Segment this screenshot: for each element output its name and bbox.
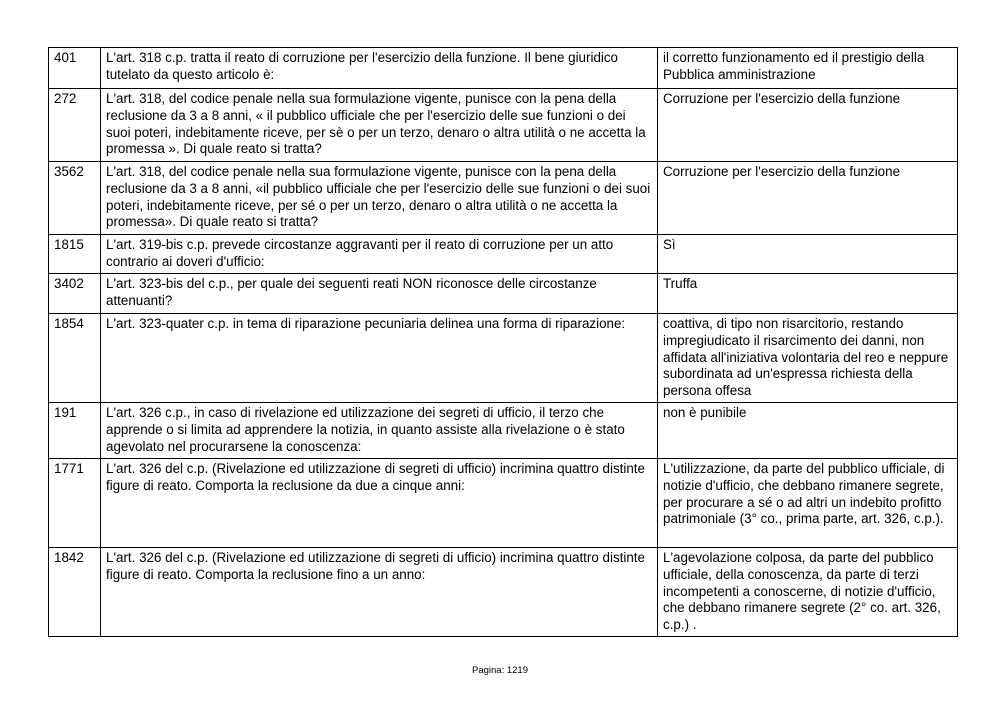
question-text: L'art. 318 c.p. tratta il reato di corruzione per l'esercizio della funzione. Il bene giuridico tutelato da questo articolo è: — [101, 48, 658, 89]
question-id: 401 — [49, 48, 101, 89]
questions-table — [48, 47, 958, 637]
table-row — [49, 548, 958, 637]
question-id: 3562 — [49, 162, 101, 235]
table-row — [49, 314, 958, 403]
question-text: L'art. 326 del c.p. (Rivelazione ed utilizzazione di segreti di ufficio) incrimina quattro distinte figure di reato. Comporta la reclusione fino a un anno: — [101, 548, 658, 637]
table-row — [49, 89, 958, 162]
question-id: 1854 — [49, 314, 101, 403]
answer-text: coattiva, di tipo non risarcitorio, restando impregiudicato il risarcimento dei danni, non affidata all'iniziativa volontaria del reo e neppure subordinata ad un'espressa richiesta della persona offesa — [658, 314, 958, 403]
question-text: L'art. 318, del codice penale nella sua formulazione vigente, punisce con la pena della reclusione da 3 a 8 anni, « il pubblico ufficiale che per l'esercizio delle sue funzioni o dei suoi poteri, indebitamente riceve, per sè o per un terzo, denaro o altra utilità o ne accetta la promessa ». Di quale reato si tratta? — [101, 89, 658, 162]
question-text: L'art. 326 del c.p. (Rivelazione ed utilizzazione di segreti di ufficio) incrimina quattro distinte figure di reato. Comporta la reclusione da due a cinque anni: — [101, 459, 658, 548]
question-id: 272 — [49, 89, 101, 162]
table-row — [49, 403, 958, 459]
page-number: Pagina: 1219 — [472, 665, 528, 676]
answer-text: non è punibile — [658, 403, 958, 459]
answer-text: il corretto funzionamento ed il prestigio della Pubblica amministrazione — [658, 48, 958, 89]
question-id: 191 — [49, 403, 101, 459]
table-row — [49, 48, 958, 89]
question-text: L'art. 323-quater c.p. in tema di riparazione pecuniaria delinea una forma di riparazione: — [101, 314, 658, 403]
table-row — [49, 459, 958, 548]
answer-text: Corruzione per l'esercizio della funzione — [658, 89, 958, 162]
answer-text: Truffa — [658, 274, 958, 314]
question-text: L'art. 319-bis c.p. prevede circostanze aggravanti per il reato di corruzione per un atto contrario ai doveri d'ufficio: — [101, 235, 658, 274]
answer-text: L'agevolazione colposa, da parte del pubblico ufficiale, della conoscenza, da parte di terzi incompetenti a conoscerne, di notizie d'ufficio, che debbano rimanere segrete (2° co. art. 326, c.p.) . — [658, 548, 958, 637]
question-id: 1842 — [49, 548, 101, 637]
answer-text: Corruzione per l'esercizio della funzione — [658, 162, 958, 235]
question-text: L'art. 318, del codice penale nella sua formulazione vigente, punisce con la pena della reclusione da 3 a 8 anni, «il pubblico ufficiale che per l'esercizio delle sue funzioni o dei suoi poteri, indebitamente riceve, per sé o per un terzo, denaro o altra utilità o ne accetta la promessa». Di quale reato si tratta? — [101, 162, 658, 235]
question-id: 1815 — [49, 235, 101, 274]
table-row — [49, 274, 958, 314]
table-row — [49, 235, 958, 274]
question-text: L'art. 323-bis del c.p., per quale dei seguenti reati NON riconosce delle circostanze attenuanti? — [101, 274, 658, 314]
answer-text: Sì — [658, 235, 958, 274]
answer-text: L'utilizzazione, da parte del pubblico ufficiale, di notizie d'ufficio, che debbano rimanere segrete, per procurare a sé o ad altri un indebito profitto patrimoniale (3° co., prima parte, art. 326, c.p.). — [658, 459, 958, 548]
question-text: L'art. 326 c.p., in caso di rivelazione ed utilizzazione dei segreti di ufficio, il terzo che apprende o si limita ad apprendere la notizia, in quanto assiste alla rivelazione o è stato agevolato nel procurarsene la conoscenza: — [101, 403, 658, 459]
table-row — [49, 162, 958, 235]
question-id: 1771 — [49, 459, 101, 548]
question-id: 3402 — [49, 274, 101, 314]
